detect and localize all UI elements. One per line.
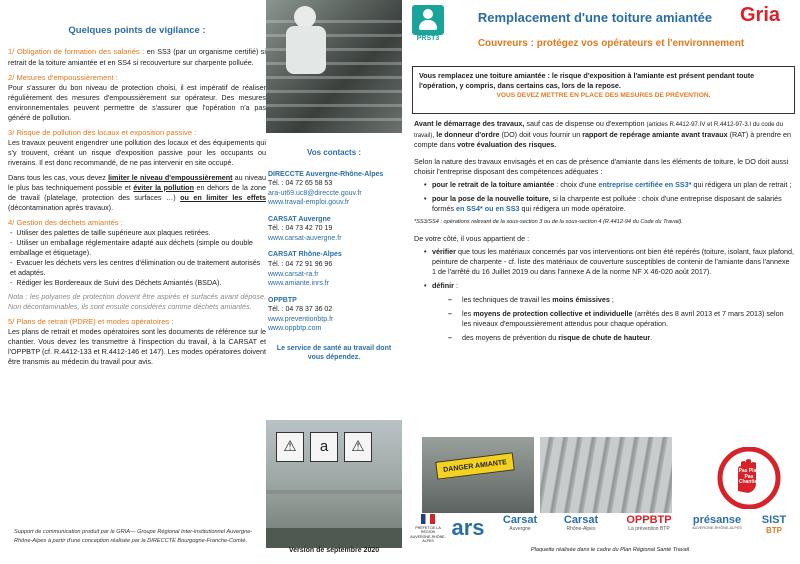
text-emphasis: Avant le démarrage des travaux, (414, 119, 525, 128)
text-run: (RAT) à prendre en compte dans (414, 129, 792, 150)
risk-callout-warning: VOUS DEVEZ METTRE EN PLACE DES MESURES DE PRÉVENTION. (496, 92, 711, 100)
stop-badge-text: Pas Plan Pas Chantier (738, 468, 760, 485)
duty-list (424, 247, 794, 344)
section-1-text: en SS3 (par un organisme certifié) si retrait de la toiture amiantée et en SS4 si recouverture sur charpente polluée. (8, 47, 266, 67)
sist-logo-sub: BTP (766, 526, 782, 535)
oppbtp-logo-sub: La prévention BTP (628, 526, 670, 532)
section-3-title: 3/ Risque de pollution des locaux et exposition passive : (8, 127, 197, 137)
text-run: qui rédigera un plan de retrait ; (691, 179, 792, 189)
contact-web-link[interactable]: www.carsat-ra.fr (268, 270, 319, 278)
text-emphasis: votre évaluation des risques. (457, 140, 557, 150)
text-run: les techniques de travail les (462, 294, 553, 304)
text-emphasis: pour le retrait de la toiture amiantée (432, 179, 555, 189)
section-2-text: Pour s'assurer du bon niveau de protection choisi, il est impératif de réaliser régulièrement des mesures d'empoussièrement sur opérateur. Des mesures environnementales peuvent permettre de s'assurer que l'opération n'a pas généré de pollution. (8, 82, 266, 122)
text-run: : choix d'une (554, 179, 599, 189)
section-3-text-1: Les travaux peuvent engendrer une pollution des locaux et des équipements qui s'y trouvent, créant un risque d'exposition passive pour les occupants ou riverains. Il est donc recommandé, de ne pas intervenir en site occupé. (8, 138, 266, 168)
contact-phone: Tél. : 04 78 37 36 02 (268, 306, 333, 314)
text-run: sauf cas de dispense ou d'exemption (524, 119, 647, 128)
carsat-logo-sub: Rhône-Alpes (566, 526, 596, 532)
section-1-title: 1/ Obligation de formation des salariés : (8, 47, 145, 57)
vigilance-column (8, 0, 266, 564)
version-label: Version de septembre 2020 (288, 547, 380, 554)
body-paragraph (414, 119, 794, 151)
carsat-rhone-alpes-logo (554, 514, 608, 532)
text-run: (décontamination après travaux). (8, 202, 114, 212)
presanse-logo-text: présanse (692, 514, 742, 526)
section-2-title: 2/ Mesures d'empoussièrement : (8, 72, 118, 82)
danger-sign: DANGER AMIANTE (435, 452, 515, 479)
contact-org: DIRECCTE Auvergne-Rhône-Alpes (268, 170, 384, 178)
page-title: Remplacement d'une toiture amiantée (477, 10, 713, 25)
list-item: - Utiliser un emballage réglementaire adapté aux déchets (simple ou double emballage et étiquetage). (10, 238, 266, 258)
text-run: , (432, 129, 437, 139)
legal-reference: (articles R.4412-97.IV et R.4412-97-3.I du code du travail) (414, 121, 783, 139)
text-emphasis: rapport de repérage amiante avant travaux (582, 129, 728, 139)
contact-phone: Tél. : 04 72 91 96 96 (268, 261, 333, 268)
text-emphasis: moyens de protection collective et individuelle (473, 308, 633, 318)
risk-callout (412, 66, 795, 114)
text-run: si la charpente est polluée : choix d'une entreprise disposant de salariés formés (432, 194, 782, 214)
text-emphasis: éviter la pollution (133, 182, 194, 192)
gria-logo (740, 4, 792, 36)
contacts-block (268, 148, 400, 363)
body-paragraph: Selon la nature des travaux envisagés et en cas de présence d'amiante dans les éléments de toiture, le DO doit aussi choisir l'entreprise disposant des compétences adéquates : (414, 156, 789, 176)
text-emphasis: vérifier (432, 246, 456, 256)
sist-logo-text: SIST (761, 514, 787, 526)
contact-org: OPPBTP (268, 296, 297, 304)
contact-web-link[interactable]: www.amiante.inrs.fr (268, 280, 330, 288)
no-plan-no-site-badge (712, 447, 786, 509)
company-choice-list (424, 180, 794, 215)
page-subtitle: Couvreurs : protégez vos opérateurs et l'environnement (477, 38, 745, 49)
list-item (424, 180, 794, 190)
partner-logos (408, 514, 798, 550)
section-3-text-2 (8, 173, 266, 213)
warning-sign-icon: ⚠ (276, 432, 304, 462)
waste-list (10, 228, 266, 288)
ars-logo: ars (451, 515, 485, 540)
text-run: (DO) doit vous fournir un (499, 129, 583, 139)
text-emphasis: limiter le niveau d'empoussièrement (108, 173, 233, 183)
list-item (448, 309, 794, 329)
carsat-logo-text: Carsat (563, 514, 599, 526)
text-run: Dans tous les cas, vous devez (8, 173, 109, 183)
prefet-logo-text: PRÉFET DE LA RÉGION AUVERGNE-RHÔNE-ALPES (410, 526, 446, 543)
section-1 (8, 47, 266, 67)
contacts-heading: Vos contacts : (306, 148, 362, 157)
contact-phone: Tél. : 04 72 65 58 53 (268, 180, 333, 188)
prefet-logo (410, 514, 446, 543)
section-5-text: Les plans de retrait et modes opératoires sont les documents de référence sur le chantier. Vous devez les transmettre à l'inspection du travail, à la CARSAT et l'OPPBTP (cf. R.4412-133 et R.4412-146 et 147). Les modes opératoires doivent être transmis au médecin du travail pour avis. (8, 327, 266, 367)
text-emphasis: ou en limiter les effets (180, 192, 266, 202)
text-emphasis: risque de chute de hauteur (558, 333, 651, 343)
list-item: - Utiliser des palettes de taille supérieure aux plaques retirées. (10, 228, 266, 238)
plaquette-note: Plaquette réalisée dans le cadre du Plan Régional Santé Travail (530, 547, 690, 553)
text-run: ; (609, 294, 614, 304)
contact-web-link[interactable]: www.preventionbtp.fr (268, 315, 334, 323)
health-service-note: Le service de santé au travail dont vous dépendez. (276, 344, 392, 362)
section-5-title: 5/ Plans de retrait (PDRE) et modes opératoires : (8, 316, 174, 326)
text-run: au niveau le plus bas techniquement possible et (8, 173, 266, 192)
carsat-logo-text: Carsat (502, 514, 538, 526)
contact-email-link[interactable]: ara-ut69.uc8@direccte.gouv.fr (268, 189, 362, 197)
text-run: que tous les matériaux concernés par vos interventions ont bien été repérés (toiture, isolant, faux plafond, peinture de charpente - cf. liste des matériaux de couverture susceptibles de contenir de l'amiante dans l'annexe 1 de l'arrêté du 16 Juillet 2019 ou dans l'annexe A de la norme NF X 46-020 août 2017). (432, 246, 794, 277)
gria-logo-text: Gria (740, 4, 781, 26)
text-run: : (453, 281, 458, 291)
list-item (424, 194, 794, 214)
prst-logo-text: PRST3 (416, 35, 440, 42)
main-body (414, 119, 794, 348)
list-item (424, 281, 794, 343)
contact-web-link[interactable]: www.carsat-auvergne.fr (268, 234, 342, 242)
carsat-auvergne-logo (494, 514, 546, 532)
body-paragraph: De votre côté, il vous appartient de : (414, 233, 530, 243)
contact-web-link[interactable]: www.travail-emploi.gouv.fr (268, 199, 350, 207)
footnote: *SS3/SS4 : opérations relevant de la sous-section 3 ou de la sous-section 4 (R.4412-94 du Code du Travail). (414, 218, 683, 225)
define-list (448, 295, 794, 344)
list-item: - Rédiger les Bordereaux de Suivi des Déchets Amiantés (BSDA). (10, 278, 266, 288)
contact-web-link[interactable]: www.oppbtp.com (268, 325, 322, 333)
contact-org: CARSAT Rhône-Alpes (268, 251, 342, 259)
oppbtp-logo (616, 514, 682, 532)
text-emphasis: le donneur d'ordre (436, 129, 500, 139)
text-run: . (650, 333, 653, 343)
hazard-sign-icon: a (310, 432, 338, 462)
text-highlight: entreprise certifiée en SS3* (598, 179, 692, 189)
risk-callout-text: Vous remplacez une toiture amiantée : le risque d'exposition à l'amiante est présent pendant toute l'opération, y compris, dans certains cas, lors de la repose. (419, 71, 755, 91)
text-run: (arrêtés des 8 avril 2013 et 7 mars 2013) selon les niveaux d'empoussièrement attendus pour chaque opération. (462, 308, 784, 329)
warning-sign-icon: ⚠ (344, 432, 372, 462)
text-run: des moyens de prévention du (462, 333, 559, 343)
text-emphasis: pour la pose de la nouvelle toiture, (432, 194, 551, 204)
carsat-logo-sub: Auvergne (509, 526, 531, 532)
text-run: en dehors de la zone de travail (platelage, protection des surfaces …) (8, 182, 266, 202)
oppbtp-logo-text: OPPBTP (626, 514, 672, 526)
section-4-title: 4/ Gestion des déchets amiantés : (8, 217, 123, 227)
contact-phone: Tél. : 04 73 42 70 19 (268, 225, 333, 233)
text-run: qui rédigera un mode opératoire. (519, 204, 626, 214)
presanse-logo (686, 514, 748, 530)
list-item: - Evacuer les déchets vers les centres d'élimination ou de traitement autorisés et adaptés. (10, 258, 266, 278)
list-item (424, 247, 794, 278)
text-emphasis: définir (432, 281, 454, 291)
credit-text: Support de communication produit par le GRIA— Groupe Régional Inter-institutionnel Auvergne-Rhône-Alpes à partir d'une conception réalisée par la DIRECCTE Bourgogne-Franche-Comté. (14, 529, 253, 544)
fence-warning-photo (266, 420, 402, 548)
section-4-note: Nota : les polyanes de protection doivent être aspirés et surfacés avant dépose. Non décontaminables, ils sont ensuite considérés comme déchets amiantés. (8, 291, 266, 311)
text-highlight: en SS4* ou en SS3 (455, 204, 520, 214)
vigilance-heading: Quelques points de vigilance : (68, 25, 206, 36)
contact-org: CARSAT Auvergne (268, 215, 331, 223)
list-item (448, 295, 794, 305)
sist-btp-logo (752, 514, 796, 535)
list-item (448, 333, 794, 343)
roof-worker-photo (266, 0, 402, 133)
text-emphasis: moins émissives (552, 294, 610, 304)
presanse-logo-sub: AUVERGNE-RHÔNE-ALPES (692, 526, 742, 530)
text-run: les (462, 308, 474, 318)
